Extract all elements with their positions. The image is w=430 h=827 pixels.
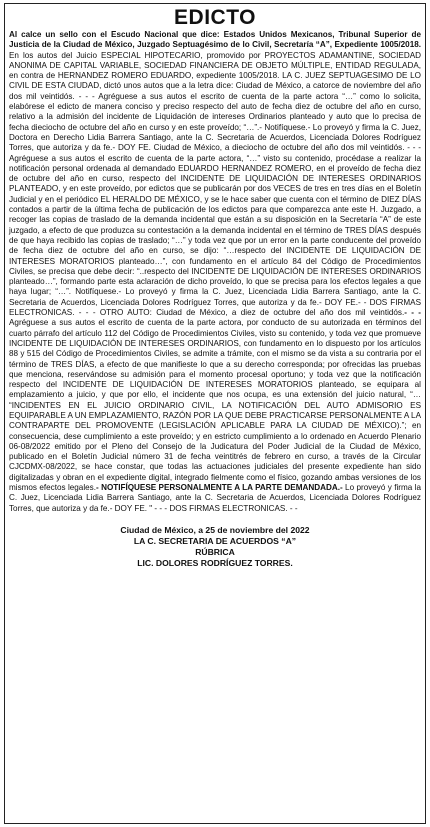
edict-body (9, 30, 421, 514)
edict-paragraph (9, 30, 421, 514)
notify-demandada-text: - NOTIFÍQUESE PERSONALMENTE A LA PARTE DEMANDADA.- (95, 483, 343, 493)
signature-office: LA C. SECRETARIA DE ACUERDOS “A” (133, 535, 297, 546)
edict-title: EDICTO (174, 6, 256, 29)
body-separator: - - - (404, 308, 422, 318)
signature-block (9, 525, 421, 569)
signature-name: LIC. DOLORES RODRÍGUEZ TORRES. (137, 557, 293, 568)
signature-place-date: Ciudad de México, a 25 de noviembre del 2022 (120, 524, 310, 535)
body-text-part1: En los autos del Juicio ESPECIAL HIPOTECARIO, promovido por PROYECTOS ADAMANTINE, SOCIEDAD ANONIMA DE CAPITAL VARIABLE, SOCIEDAD FINANCIERA DE OBJETO MÚLTIPLE, ENTIDAD REGULADA, en contra de HERNANDEZ ROMERO EDUARDO, expediente 1005/2018. LA C. JUEZ SEPTUAGESIMO DE LO CIVIL DE ESTA CIUDAD, dictó unos autos que a la letra dice: Ciudad de México, a catorce de noviembre del año dos mil veintidós. - - - Agréguese a sus autos el escrito de cuenta de la parte actora “…” como lo solicita, elabórese el edicto de manera conciso y preciso respecto del auto de fecha diez de octubre del año en curso, relativo a la admisión del incidente de Liquidación de intereses Ordinarios planteado y auto que lo precisa de fecha dieciocho de octubre del año en curso y en este proveído; “…”.- Notifíquese.- Lo proveyó y firma la C. Juez, Doctora en Derecho Lidia Barrera Santiago, ante la C. Secretaria de Acuerdos, Licenciada Dolores Rodríguez Torres, que autoriza y da fe.- DOY FE. Ciudad de México, a dieciocho de octubre del año dos mil veintidós. - - - Agréguese a sus autos el escrito de cuenta de la parte actora, “…” visto su contenido, procédase a realizar la notificación personal ordenada al demandado EDUARDO HERNANDEZ ROMERO, en el proveído de fecha diez de octubre del año en curso, respecto del INCIDENTE DE LIQUIDACIÓN DE INTERESES ORDINARIOS PLANTEADO, y en este proveído, por edictos que se publicarán por dos VECES de tres en tres días en el Boletín Judicial y en el periódico EL HERALDO DE MÉXICO, y se le hace saber que cuenta con el término de DIEZ DÍAS contados a partir de la última fecha de publicación de los edictos para que comparezca ante este H. Juzgado, a recoger las copias de traslado de la demanda incidental que están a su disposición en la Secretaría “A” de este juzgado, a efecto de que produzca su contestación a la demanda incidental en el término de TRES DÍAS después de que haya recibido las copias de traslado; “…” y toda vez que por un error en la parte conducente del proveído de fecha diez de octubre del año en curso, se dijo: “…respecto del INCIDENTE DE LIQUIDACIÓN DE INTERESES MORATORIOS planteado…”, con fundamento en el artículo 84 del Código de Procedimientos Civiles, se precisa que debe decir: “..respecto del INCIDENTE DE LIQUIDACIÓN DE INTERESES ORDINARIOS planteado…”, formando parte esta aclaración de dicho proveído, lo que se precisa para los efectos legales a que haya lugar; “…”. Notifíquese.- Lo proveyó y firma la C. Juez, Licenciada Lidia Barrera Santiago, ante la C. Secretaria de Acuerdos, Licenciada Dolores Rodríguez Torres, que autoriza y da fe.- DOY FE.- - DOS FIRMAS ELECTRONICAS. - - - OTRO AUTO: Ciudad de México, a diez de octubre del año dos mil veintidós. (9, 50, 421, 318)
signature-rubric: RÚBRICA (195, 546, 235, 557)
seal-heading: Al calce un sello con el Escudo Nacional que dice: Estados Unidos Mexicanos, Tribunal Superior de Justicia de la Ciudad de México, Juzgado Septuagésimo de lo Civil, Secretaría “A”, Expediente 1005/2018. (9, 30, 421, 50)
body-text-part2: Agréguese a sus autos el escrito de cuenta de la parte actora, por conducto de su autorizada en términos del cuarto párrafo del artículo 112 del Código de Procedimientos Civiles, visto su contenido, y toda vez que promueve INCIDENTE DE LIQUIDACIÓN DE INTERESES ORDINARIOS, con fundamento en lo dispuesto por los artículos 88 y 515 del Código de Procedimientos Civiles, se admite a trámite, con el mismo se da vista a su contraria por el término de TRES DÍAS, a efecto de que manifieste lo que a su derecho corresponda; por ofrecidas las pruebas que menciona, reservándose su admisión para el momento procesal oportuno; y toda vez que la notificación respecto del INCIDENTE DE LIQUIDACIÓN DE INTERESES MORATORIOS planteado, se equipara al emplazamiento a juicio, y que por ello, el incidente que nos ocupa, es una extensión del juicio natural, “… “INCIDENTES EN EL JUICIO ORDINARIO CIVIL, LA NOTIFICACIÓN DEL AUTO ADMISORIO ES EQUIPARABLE A UN EMPLAZAMIENTO, RAZÓN POR LA QUE DEBE PRACTICARSE PERSONALMENTE A LA CONTRAPARTE DEL PROMOVENTE (LEGISLACIÓN APLICABLE PARA LA CIUDAD DE MÉXICO).”; en consecuencia, dese cumplimiento a este proveído; y en estricto cumplimiento a lo ordenado en Acuerdo Plenario 06-08/2022 emitido por el Pleno del Consejo de la Judicatura del Poder Judicial de la Ciudad de México, publicado en el Boletín Judicial número 31 de fecha veintitrés de febrero en curso, a través de la Circular CJCDMX-08/2022, se hace constar, que todas las actuaciones judiciales del presente expediente han sido digitalizadas y obran en el expediente digital, integrado fielmente como el físico, gozando ambas versiones de los mismos efectos legales. (9, 318, 421, 493)
body-text-part3: Lo proveyó y firma la C. Juez, Licenciada Lidia Barrera Santiago, ante la C. Secretaria de Acuerdos, Licenciada Dolores Rodríguez Torres, que autoriza y da fe.- DOY FE. " - - - DOS FIRMAS ELECTRONICAS. - - (9, 483, 422, 513)
edict-notice (4, 3, 426, 824)
